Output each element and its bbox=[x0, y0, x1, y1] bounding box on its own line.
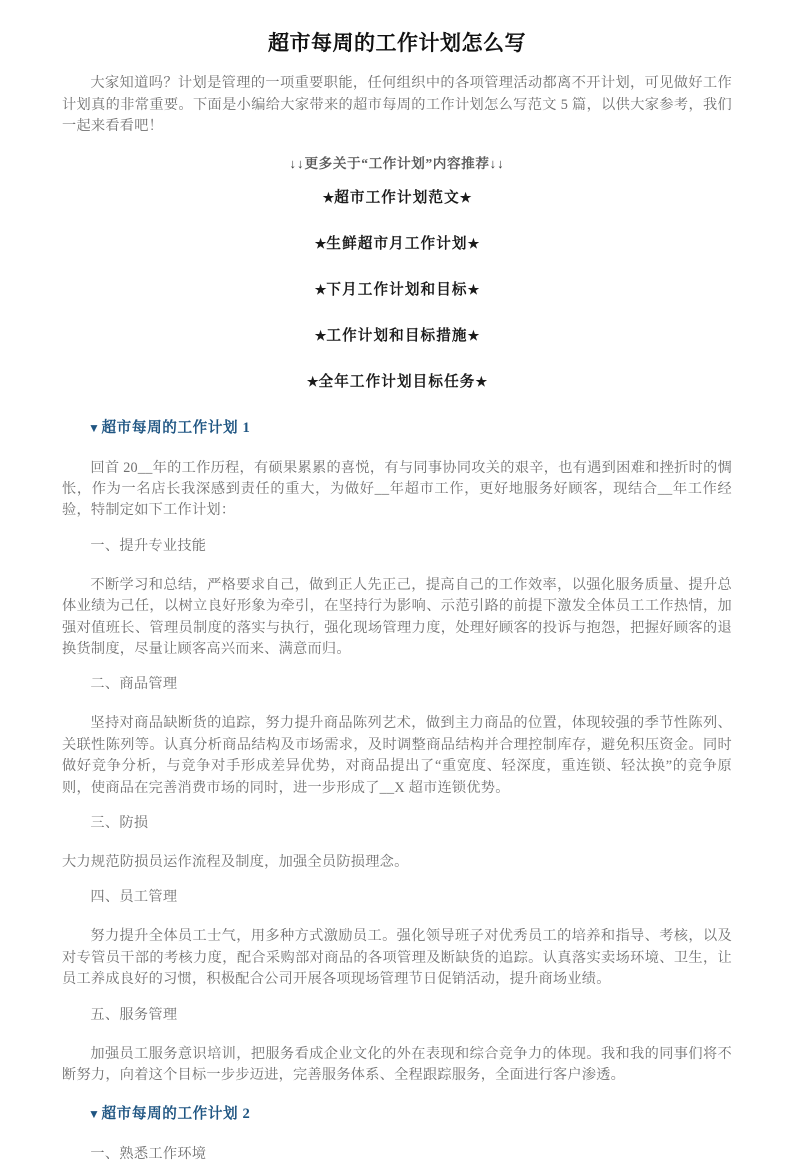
subsection-body-1-3: 大力规范防损员运作流程及制度，加强全员防损理念。 bbox=[62, 853, 409, 870]
subsection-title-1-1: 一、提升专业技能 bbox=[90, 537, 207, 554]
section-heading-plan-2[interactable] bbox=[88, 1104, 732, 1124]
recommendation-label: 工作计划和目标措施 bbox=[326, 327, 468, 344]
recommendation-link-4[interactable] bbox=[62, 326, 732, 346]
recommendation-link-1[interactable] bbox=[62, 188, 732, 208]
down-arrow-right-icon: ↓↓ bbox=[489, 155, 505, 171]
triangle-down-icon: ▼ bbox=[88, 1107, 101, 1122]
star-icon: ★ bbox=[314, 235, 327, 251]
star-icon: ★ bbox=[314, 281, 327, 297]
star-icon: ★ bbox=[322, 189, 335, 205]
star-icon: ★ bbox=[475, 373, 488, 389]
recommendation-label: 下月工作计划和目标 bbox=[326, 281, 468, 298]
recommendation-label: 全年工作计划目标任务 bbox=[318, 373, 476, 390]
section-heading-plan-1[interactable] bbox=[88, 418, 732, 438]
section-heading-label: 超市每周的工作计划 2 bbox=[101, 1106, 251, 1123]
subsection-body-1-5: 加强员工服务意识培训，把服务看成企业文化的外在表现和综合竞争力的体现。我和我的同事们将不断努力，向着这个目标一步步迈进，完善服务体系、全程跟踪服务，全面进行客户渗透。 bbox=[62, 1045, 732, 1084]
recommendation-link-2[interactable] bbox=[62, 234, 732, 254]
subsection-title-2-1: 一、熟悉工作环境 bbox=[90, 1146, 207, 1163]
promo-recommendation-line bbox=[62, 154, 732, 174]
subsection-title-1-3: 三、防损 bbox=[90, 814, 149, 831]
promo-text: 更多关于“工作计划”内容推荐 bbox=[304, 155, 490, 171]
star-icon: ★ bbox=[467, 327, 480, 343]
recommendation-label: 超市工作计划范文 bbox=[334, 189, 460, 206]
recommendation-link-3[interactable] bbox=[62, 280, 732, 300]
subsection-body-1-4: 努力提升全体员工士气，用多种方式激励员工。强化领导班子对优秀员工的培养和指导、考核，以及对专管员干部的考核力度，配合采购部对商品的各项管理及断缺货的追踪。认真落实卖场环境、卫生，让员工养成良好的习惯，积极配合公司开展各项现场管理节日促销活动，提升商场业绩。 bbox=[62, 928, 732, 988]
section-1-lead-paragraph: 回首 20__年的工作历程，有硕果累累的喜悦，有与同事协同攻关的艰辛，也有遇到困难和挫折时的惆怅，作为一名店长我深感到责任的重大，为做好__年超市工作，更好地服务好顾客，现结合__年工作经验，特制定如下工作计划： bbox=[62, 459, 732, 519]
subsection-title-1-5: 五、服务管理 bbox=[90, 1006, 178, 1023]
star-icon: ★ bbox=[459, 189, 472, 205]
recommendation-label: 生鲜超市月工作计划 bbox=[326, 235, 468, 252]
subsection-title-1-4: 四、员工管理 bbox=[90, 889, 178, 906]
subsection-body-1-1: 不断学习和总结，严格要求自己，做到正人先正己，提高自己的工作效率，以强化服务质量、提升总体业绩为己任，以树立良好形象为牵引，在坚持行为影响、示范引路的前提下激发全体员工工作热情，加强对值班长、管理员制度的落实与执行，强化现场管理力度，处理好顾客的投诉与抱怨，把握好顾客的退换货制度，尽量让顾客高兴而来、满意而归。 bbox=[62, 576, 732, 657]
star-icon: ★ bbox=[314, 327, 327, 343]
subsection-title-1-2: 二、商品管理 bbox=[90, 676, 178, 693]
star-icon: ★ bbox=[467, 235, 480, 251]
down-arrow-left-icon: ↓↓ bbox=[289, 155, 305, 171]
star-icon: ★ bbox=[306, 373, 319, 389]
star-icon: ★ bbox=[467, 281, 480, 297]
page-title: 超市每周的工作计划怎么写 bbox=[268, 31, 526, 55]
triangle-down-icon: ▼ bbox=[88, 420, 101, 435]
section-heading-label: 超市每周的工作计划 1 bbox=[101, 419, 251, 436]
intro-paragraph: 大家知道吗？计划是管理的一项重要职能，任何组织中的各项管理活动都离不开计划，可见做好工作计划真的非常重要。下面是小编给大家带来的超市每周的工作计划怎么写范文 5 篇，以供大家参考，我们一起来看看吧！ bbox=[62, 75, 732, 135]
subsection-body-1-2: 坚持对商品缺断货的追踪，努力提升商品陈列艺术，做到主力商品的位置，体现较强的季节性陈列、关联性陈列等。认真分析商品结构及市场需求，及时调整商品结构并合理控制库存，避免积压资金。同时做好竞争分析，与竞争对手形成差异优势，对商品提出了“重宽度、轻深度，重连锁、轻汰换”的竞争原则，使商品在完善消费市场的同时，进一步形成了__X 超市连锁优势。 bbox=[62, 715, 732, 796]
recommendation-link-5[interactable] bbox=[62, 372, 732, 392]
